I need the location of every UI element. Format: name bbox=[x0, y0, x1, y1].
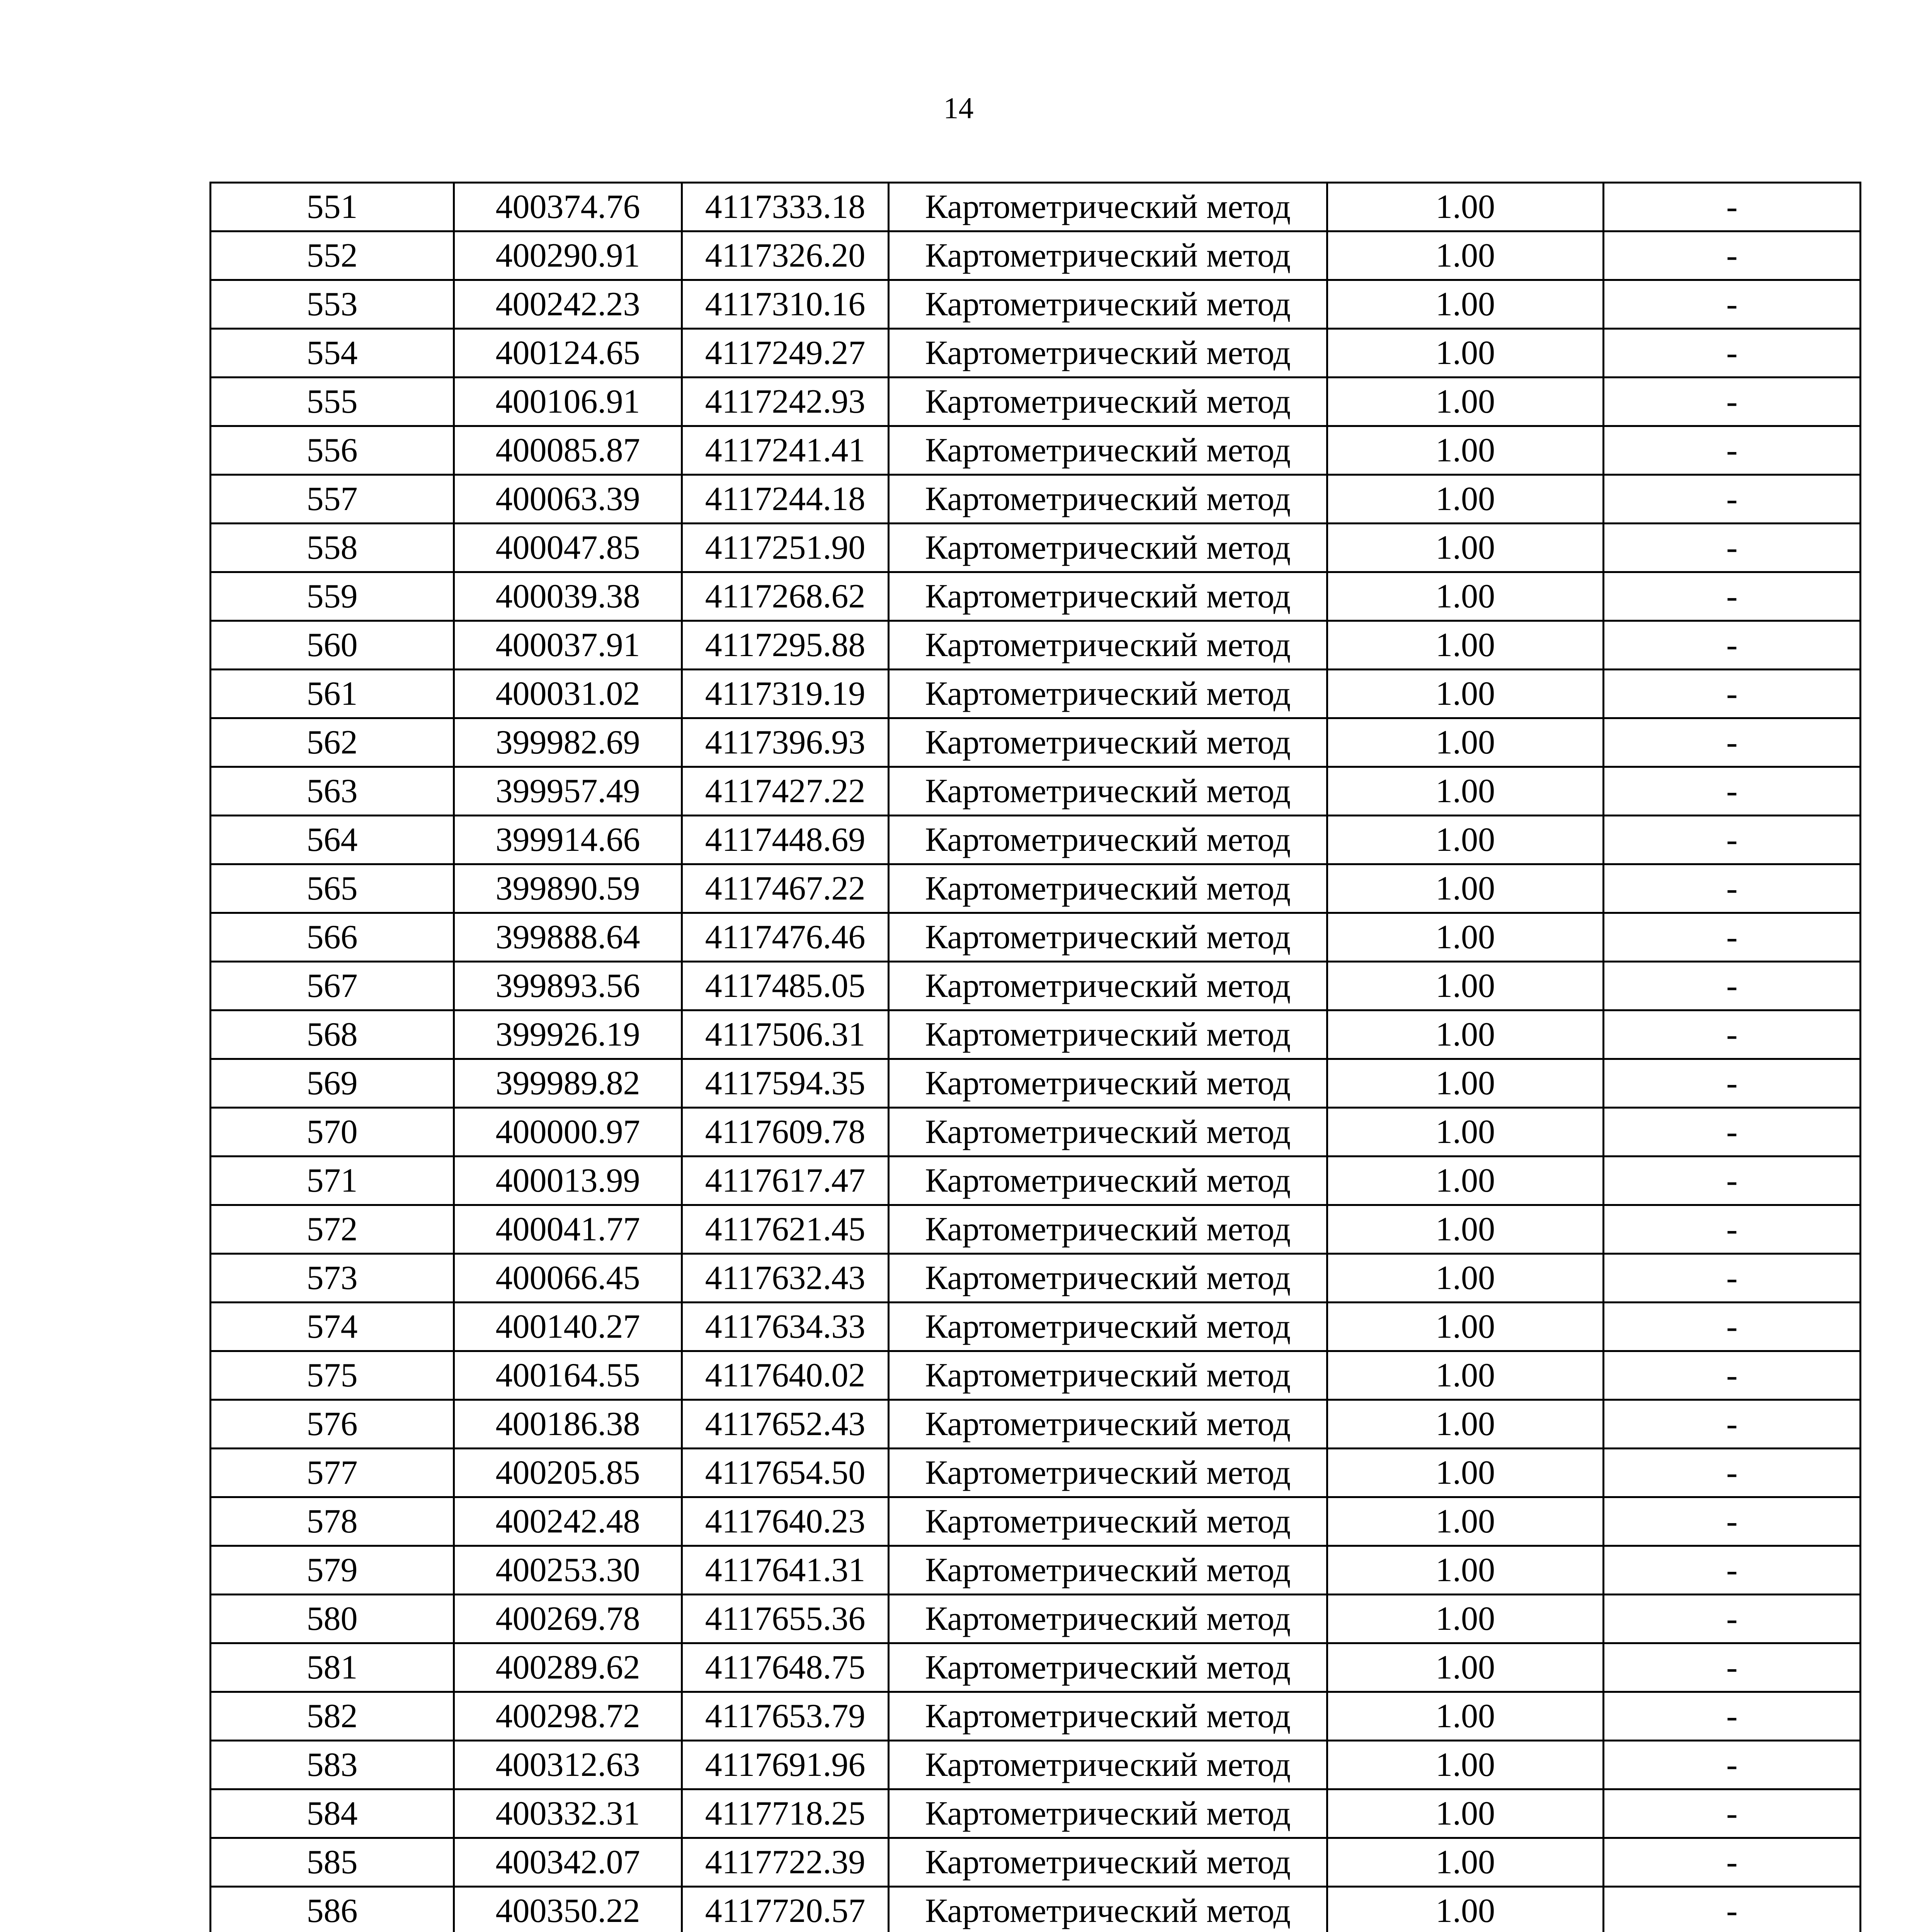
accuracy-cell: 1.00 bbox=[1327, 572, 1604, 621]
point-number-cell: 576 bbox=[211, 1400, 454, 1449]
point-number-cell: 577 bbox=[211, 1449, 454, 1497]
point-number-cell: 558 bbox=[211, 524, 454, 572]
x-coordinate-cell: 400298.72 bbox=[454, 1692, 682, 1741]
method-cell: Картометрический метод bbox=[889, 864, 1327, 913]
method-cell: Картометрический метод bbox=[889, 329, 1327, 378]
method-cell: Картометрический метод bbox=[889, 1546, 1327, 1595]
note-cell: - bbox=[1604, 524, 1861, 572]
note-cell: - bbox=[1604, 378, 1861, 426]
point-number-cell: 582 bbox=[211, 1692, 454, 1741]
note-cell: - bbox=[1604, 1643, 1861, 1692]
table-row bbox=[211, 1741, 1861, 1789]
accuracy-cell: 1.00 bbox=[1327, 524, 1604, 572]
method-cell: Картометрический метод bbox=[889, 1643, 1327, 1692]
y-coordinate-cell: 4117448.69 bbox=[682, 816, 889, 864]
note-cell: - bbox=[1604, 231, 1861, 280]
accuracy-cell: 1.00 bbox=[1327, 1692, 1604, 1741]
note-cell: - bbox=[1604, 718, 1861, 767]
y-coordinate-cell: 4117333.18 bbox=[682, 183, 889, 231]
point-number-cell: 584 bbox=[211, 1789, 454, 1838]
method-cell: Картометрический метод bbox=[889, 670, 1327, 718]
method-cell: Картометрический метод bbox=[889, 621, 1327, 670]
point-number-cell: 552 bbox=[211, 231, 454, 280]
point-number-cell: 562 bbox=[211, 718, 454, 767]
y-coordinate-cell: 4117251.90 bbox=[682, 524, 889, 572]
method-cell: Картометрический метод bbox=[889, 1059, 1327, 1108]
point-number-cell: 557 bbox=[211, 475, 454, 524]
note-cell: - bbox=[1604, 1205, 1861, 1254]
note-cell: - bbox=[1604, 329, 1861, 378]
point-number-cell: 561 bbox=[211, 670, 454, 718]
accuracy-cell: 1.00 bbox=[1327, 962, 1604, 1010]
note-cell: - bbox=[1604, 1010, 1861, 1059]
x-coordinate-cell: 400039.38 bbox=[454, 572, 682, 621]
y-coordinate-cell: 4117653.79 bbox=[682, 1692, 889, 1741]
accuracy-cell: 1.00 bbox=[1327, 1449, 1604, 1497]
point-number-cell: 571 bbox=[211, 1156, 454, 1205]
x-coordinate-cell: 400290.91 bbox=[454, 231, 682, 280]
point-number-cell: 581 bbox=[211, 1643, 454, 1692]
accuracy-cell: 1.00 bbox=[1327, 1059, 1604, 1108]
y-coordinate-cell: 4117295.88 bbox=[682, 621, 889, 670]
point-number-cell: 579 bbox=[211, 1546, 454, 1595]
accuracy-cell: 1.00 bbox=[1327, 1156, 1604, 1205]
accuracy-cell: 1.00 bbox=[1327, 816, 1604, 864]
accuracy-cell: 1.00 bbox=[1327, 670, 1604, 718]
table-row bbox=[211, 524, 1861, 572]
point-number-cell: 574 bbox=[211, 1303, 454, 1351]
point-number-cell: 575 bbox=[211, 1351, 454, 1400]
y-coordinate-cell: 4117506.31 bbox=[682, 1010, 889, 1059]
method-cell: Картометрический метод bbox=[889, 1887, 1327, 1932]
note-cell: - bbox=[1604, 1595, 1861, 1643]
point-number-cell: 555 bbox=[211, 378, 454, 426]
y-coordinate-cell: 4117396.93 bbox=[682, 718, 889, 767]
x-coordinate-cell: 399914.66 bbox=[454, 816, 682, 864]
note-cell: - bbox=[1604, 1838, 1861, 1887]
y-coordinate-cell: 4117722.39 bbox=[682, 1838, 889, 1887]
accuracy-cell: 1.00 bbox=[1327, 621, 1604, 670]
x-coordinate-cell: 400242.23 bbox=[454, 280, 682, 329]
accuracy-cell: 1.00 bbox=[1327, 1595, 1604, 1643]
note-cell: - bbox=[1604, 475, 1861, 524]
y-coordinate-cell: 4117617.47 bbox=[682, 1156, 889, 1205]
y-coordinate-cell: 4117467.22 bbox=[682, 864, 889, 913]
method-cell: Картометрический метод bbox=[889, 378, 1327, 426]
method-cell: Картометрический метод bbox=[889, 816, 1327, 864]
accuracy-cell: 1.00 bbox=[1327, 280, 1604, 329]
accuracy-cell: 1.00 bbox=[1327, 767, 1604, 816]
x-coordinate-cell: 400164.55 bbox=[454, 1351, 682, 1400]
y-coordinate-cell: 4117244.18 bbox=[682, 475, 889, 524]
point-number-cell: 570 bbox=[211, 1108, 454, 1156]
x-coordinate-cell: 399926.19 bbox=[454, 1010, 682, 1059]
point-number-cell: 583 bbox=[211, 1741, 454, 1789]
method-cell: Картометрический метод bbox=[889, 426, 1327, 475]
x-coordinate-cell: 400205.85 bbox=[454, 1449, 682, 1497]
method-cell: Картометрический метод bbox=[889, 572, 1327, 621]
method-cell: Картометрический метод bbox=[889, 1692, 1327, 1741]
note-cell: - bbox=[1604, 1497, 1861, 1546]
table-row bbox=[211, 1156, 1861, 1205]
x-coordinate-cell: 399982.69 bbox=[454, 718, 682, 767]
table-row bbox=[211, 621, 1861, 670]
x-coordinate-cell: 400269.78 bbox=[454, 1595, 682, 1643]
point-number-cell: 580 bbox=[211, 1595, 454, 1643]
table-row bbox=[211, 231, 1861, 280]
x-coordinate-cell: 400000.97 bbox=[454, 1108, 682, 1156]
note-cell: - bbox=[1604, 767, 1861, 816]
accuracy-cell: 1.00 bbox=[1327, 1887, 1604, 1932]
note-cell: - bbox=[1604, 1303, 1861, 1351]
point-number-cell: 572 bbox=[211, 1205, 454, 1254]
note-cell: - bbox=[1604, 1059, 1861, 1108]
table-row bbox=[211, 280, 1861, 329]
note-cell: - bbox=[1604, 670, 1861, 718]
table-row bbox=[211, 670, 1861, 718]
y-coordinate-cell: 4117652.43 bbox=[682, 1400, 889, 1449]
y-coordinate-cell: 4117720.57 bbox=[682, 1887, 889, 1932]
y-coordinate-cell: 4117268.62 bbox=[682, 572, 889, 621]
accuracy-cell: 1.00 bbox=[1327, 1010, 1604, 1059]
accuracy-cell: 1.00 bbox=[1327, 426, 1604, 475]
table-row bbox=[211, 1546, 1861, 1595]
x-coordinate-cell: 400047.85 bbox=[454, 524, 682, 572]
accuracy-cell: 1.00 bbox=[1327, 378, 1604, 426]
x-coordinate-cell: 400332.31 bbox=[454, 1789, 682, 1838]
method-cell: Картометрический метод bbox=[889, 1205, 1327, 1254]
table-row bbox=[211, 1303, 1861, 1351]
y-coordinate-cell: 4117640.23 bbox=[682, 1497, 889, 1546]
point-number-cell: 586 bbox=[211, 1887, 454, 1932]
table-row bbox=[211, 1643, 1861, 1692]
table-row bbox=[211, 1400, 1861, 1449]
table-row bbox=[211, 572, 1861, 621]
table-row bbox=[211, 1351, 1861, 1400]
note-cell: - bbox=[1604, 1108, 1861, 1156]
table-row bbox=[211, 816, 1861, 864]
note-cell: - bbox=[1604, 1887, 1861, 1932]
method-cell: Картометрический метод bbox=[889, 718, 1327, 767]
point-number-cell: 560 bbox=[211, 621, 454, 670]
point-number-cell: 578 bbox=[211, 1497, 454, 1546]
y-coordinate-cell: 4117609.78 bbox=[682, 1108, 889, 1156]
y-coordinate-cell: 4117241.41 bbox=[682, 426, 889, 475]
accuracy-cell: 1.00 bbox=[1327, 1643, 1604, 1692]
method-cell: Картометрический метод bbox=[889, 1838, 1327, 1887]
table-row bbox=[211, 1497, 1861, 1546]
accuracy-cell: 1.00 bbox=[1327, 1741, 1604, 1789]
note-cell: - bbox=[1604, 280, 1861, 329]
table-row bbox=[211, 1789, 1861, 1838]
note-cell: - bbox=[1604, 426, 1861, 475]
method-cell: Картометрический метод bbox=[889, 183, 1327, 231]
y-coordinate-cell: 4117648.75 bbox=[682, 1643, 889, 1692]
accuracy-cell: 1.00 bbox=[1327, 1254, 1604, 1303]
x-coordinate-cell: 400031.02 bbox=[454, 670, 682, 718]
method-cell: Картометрический метод bbox=[889, 1303, 1327, 1351]
note-cell: - bbox=[1604, 1254, 1861, 1303]
method-cell: Картометрический метод bbox=[889, 1254, 1327, 1303]
point-number-cell: 559 bbox=[211, 572, 454, 621]
table-row bbox=[211, 913, 1861, 962]
x-coordinate-cell: 400037.91 bbox=[454, 621, 682, 670]
note-cell: - bbox=[1604, 913, 1861, 962]
table-row bbox=[211, 1010, 1861, 1059]
method-cell: Картометрический метод bbox=[889, 1449, 1327, 1497]
table-row bbox=[211, 864, 1861, 913]
method-cell: Картометрический метод bbox=[889, 524, 1327, 572]
coordinates-table-body bbox=[211, 183, 1861, 1932]
point-number-cell: 554 bbox=[211, 329, 454, 378]
y-coordinate-cell: 4117242.93 bbox=[682, 378, 889, 426]
table-row bbox=[211, 1692, 1861, 1741]
y-coordinate-cell: 4117654.50 bbox=[682, 1449, 889, 1497]
x-coordinate-cell: 400253.30 bbox=[454, 1546, 682, 1595]
table-row bbox=[211, 1059, 1861, 1108]
table-row bbox=[211, 1254, 1861, 1303]
point-number-cell: 556 bbox=[211, 426, 454, 475]
y-coordinate-cell: 4117427.22 bbox=[682, 767, 889, 816]
table-row bbox=[211, 1205, 1861, 1254]
y-coordinate-cell: 4117319.19 bbox=[682, 670, 889, 718]
method-cell: Картометрический метод bbox=[889, 1741, 1327, 1789]
method-cell: Картометрический метод bbox=[889, 913, 1327, 962]
accuracy-cell: 1.00 bbox=[1327, 1303, 1604, 1351]
accuracy-cell: 1.00 bbox=[1327, 231, 1604, 280]
table-row bbox=[211, 962, 1861, 1010]
accuracy-cell: 1.00 bbox=[1327, 1789, 1604, 1838]
note-cell: - bbox=[1604, 572, 1861, 621]
table-row bbox=[211, 1838, 1861, 1887]
x-coordinate-cell: 400106.91 bbox=[454, 378, 682, 426]
x-coordinate-cell: 400041.77 bbox=[454, 1205, 682, 1254]
accuracy-cell: 1.00 bbox=[1327, 329, 1604, 378]
method-cell: Картометрический метод bbox=[889, 231, 1327, 280]
y-coordinate-cell: 4117641.31 bbox=[682, 1546, 889, 1595]
x-coordinate-cell: 399989.82 bbox=[454, 1059, 682, 1108]
y-coordinate-cell: 4117634.33 bbox=[682, 1303, 889, 1351]
accuracy-cell: 1.00 bbox=[1327, 475, 1604, 524]
x-coordinate-cell: 400350.22 bbox=[454, 1887, 682, 1932]
y-coordinate-cell: 4117326.20 bbox=[682, 231, 889, 280]
note-cell: - bbox=[1604, 1351, 1861, 1400]
note-cell: - bbox=[1604, 621, 1861, 670]
method-cell: Картометрический метод bbox=[889, 1400, 1327, 1449]
note-cell: - bbox=[1604, 962, 1861, 1010]
accuracy-cell: 1.00 bbox=[1327, 1108, 1604, 1156]
method-cell: Картометрический метод bbox=[889, 1156, 1327, 1205]
table-row bbox=[211, 1108, 1861, 1156]
y-coordinate-cell: 4117718.25 bbox=[682, 1789, 889, 1838]
x-coordinate-cell: 400374.76 bbox=[454, 183, 682, 231]
x-coordinate-cell: 399957.49 bbox=[454, 767, 682, 816]
point-number-cell: 563 bbox=[211, 767, 454, 816]
page-number: 14 bbox=[943, 91, 974, 125]
point-number-cell: 565 bbox=[211, 864, 454, 913]
x-coordinate-cell: 400140.27 bbox=[454, 1303, 682, 1351]
x-coordinate-cell: 400242.48 bbox=[454, 1497, 682, 1546]
point-number-cell: 569 bbox=[211, 1059, 454, 1108]
method-cell: Картометрический метод bbox=[889, 1351, 1327, 1400]
coordinates-table bbox=[209, 182, 1861, 1932]
method-cell: Картометрический метод bbox=[889, 1010, 1327, 1059]
x-coordinate-cell: 400342.07 bbox=[454, 1838, 682, 1887]
method-cell: Картометрический метод bbox=[889, 280, 1327, 329]
point-number-cell: 566 bbox=[211, 913, 454, 962]
table-row bbox=[211, 1449, 1861, 1497]
y-coordinate-cell: 4117640.02 bbox=[682, 1351, 889, 1400]
note-cell: - bbox=[1604, 1741, 1861, 1789]
x-coordinate-cell: 399890.59 bbox=[454, 864, 682, 913]
y-coordinate-cell: 4117655.36 bbox=[682, 1595, 889, 1643]
accuracy-cell: 1.00 bbox=[1327, 1497, 1604, 1546]
x-coordinate-cell: 400013.99 bbox=[454, 1156, 682, 1205]
method-cell: Картометрический метод bbox=[889, 1789, 1327, 1838]
y-coordinate-cell: 4117594.35 bbox=[682, 1059, 889, 1108]
x-coordinate-cell: 400289.62 bbox=[454, 1643, 682, 1692]
table-row bbox=[211, 767, 1861, 816]
accuracy-cell: 1.00 bbox=[1327, 864, 1604, 913]
note-cell: - bbox=[1604, 816, 1861, 864]
method-cell: Картометрический метод bbox=[889, 475, 1327, 524]
method-cell: Картометрический метод bbox=[889, 1108, 1327, 1156]
table-row bbox=[211, 378, 1861, 426]
y-coordinate-cell: 4117621.45 bbox=[682, 1205, 889, 1254]
accuracy-cell: 1.00 bbox=[1327, 1546, 1604, 1595]
x-coordinate-cell: 400312.63 bbox=[454, 1741, 682, 1789]
x-coordinate-cell: 400066.45 bbox=[454, 1254, 682, 1303]
method-cell: Картометрический метод bbox=[889, 767, 1327, 816]
point-number-cell: 564 bbox=[211, 816, 454, 864]
point-number-cell: 568 bbox=[211, 1010, 454, 1059]
note-cell: - bbox=[1604, 1789, 1861, 1838]
y-coordinate-cell: 4117632.43 bbox=[682, 1254, 889, 1303]
note-cell: - bbox=[1604, 183, 1861, 231]
y-coordinate-cell: 4117249.27 bbox=[682, 329, 889, 378]
note-cell: - bbox=[1604, 864, 1861, 913]
y-coordinate-cell: 4117485.05 bbox=[682, 962, 889, 1010]
x-coordinate-cell: 399888.64 bbox=[454, 913, 682, 962]
y-coordinate-cell: 4117691.96 bbox=[682, 1741, 889, 1789]
note-cell: - bbox=[1604, 1449, 1861, 1497]
table-row bbox=[211, 1887, 1861, 1932]
note-cell: - bbox=[1604, 1546, 1861, 1595]
y-coordinate-cell: 4117310.16 bbox=[682, 280, 889, 329]
accuracy-cell: 1.00 bbox=[1327, 1205, 1604, 1254]
point-number-cell: 553 bbox=[211, 280, 454, 329]
table-row bbox=[211, 475, 1861, 524]
point-number-cell: 573 bbox=[211, 1254, 454, 1303]
accuracy-cell: 1.00 bbox=[1327, 1838, 1604, 1887]
x-coordinate-cell: 400063.39 bbox=[454, 475, 682, 524]
x-coordinate-cell: 400085.87 bbox=[454, 426, 682, 475]
point-number-cell: 567 bbox=[211, 962, 454, 1010]
accuracy-cell: 1.00 bbox=[1327, 183, 1604, 231]
table-row bbox=[211, 183, 1861, 231]
note-cell: - bbox=[1604, 1400, 1861, 1449]
y-coordinate-cell: 4117476.46 bbox=[682, 913, 889, 962]
accuracy-cell: 1.00 bbox=[1327, 718, 1604, 767]
table-row bbox=[211, 718, 1861, 767]
accuracy-cell: 1.00 bbox=[1327, 1400, 1604, 1449]
method-cell: Картометрический метод bbox=[889, 1595, 1327, 1643]
accuracy-cell: 1.00 bbox=[1327, 1351, 1604, 1400]
point-number-cell: 551 bbox=[211, 183, 454, 231]
x-coordinate-cell: 399893.56 bbox=[454, 962, 682, 1010]
note-cell: - bbox=[1604, 1156, 1861, 1205]
table-row bbox=[211, 426, 1861, 475]
note-cell: - bbox=[1604, 1692, 1861, 1741]
table-row bbox=[211, 1595, 1861, 1643]
accuracy-cell: 1.00 bbox=[1327, 913, 1604, 962]
method-cell: Картометрический метод bbox=[889, 1497, 1327, 1546]
table-row bbox=[211, 329, 1861, 378]
x-coordinate-cell: 400124.65 bbox=[454, 329, 682, 378]
method-cell: Картометрический метод bbox=[889, 962, 1327, 1010]
point-number-cell: 585 bbox=[211, 1838, 454, 1887]
x-coordinate-cell: 400186.38 bbox=[454, 1400, 682, 1449]
